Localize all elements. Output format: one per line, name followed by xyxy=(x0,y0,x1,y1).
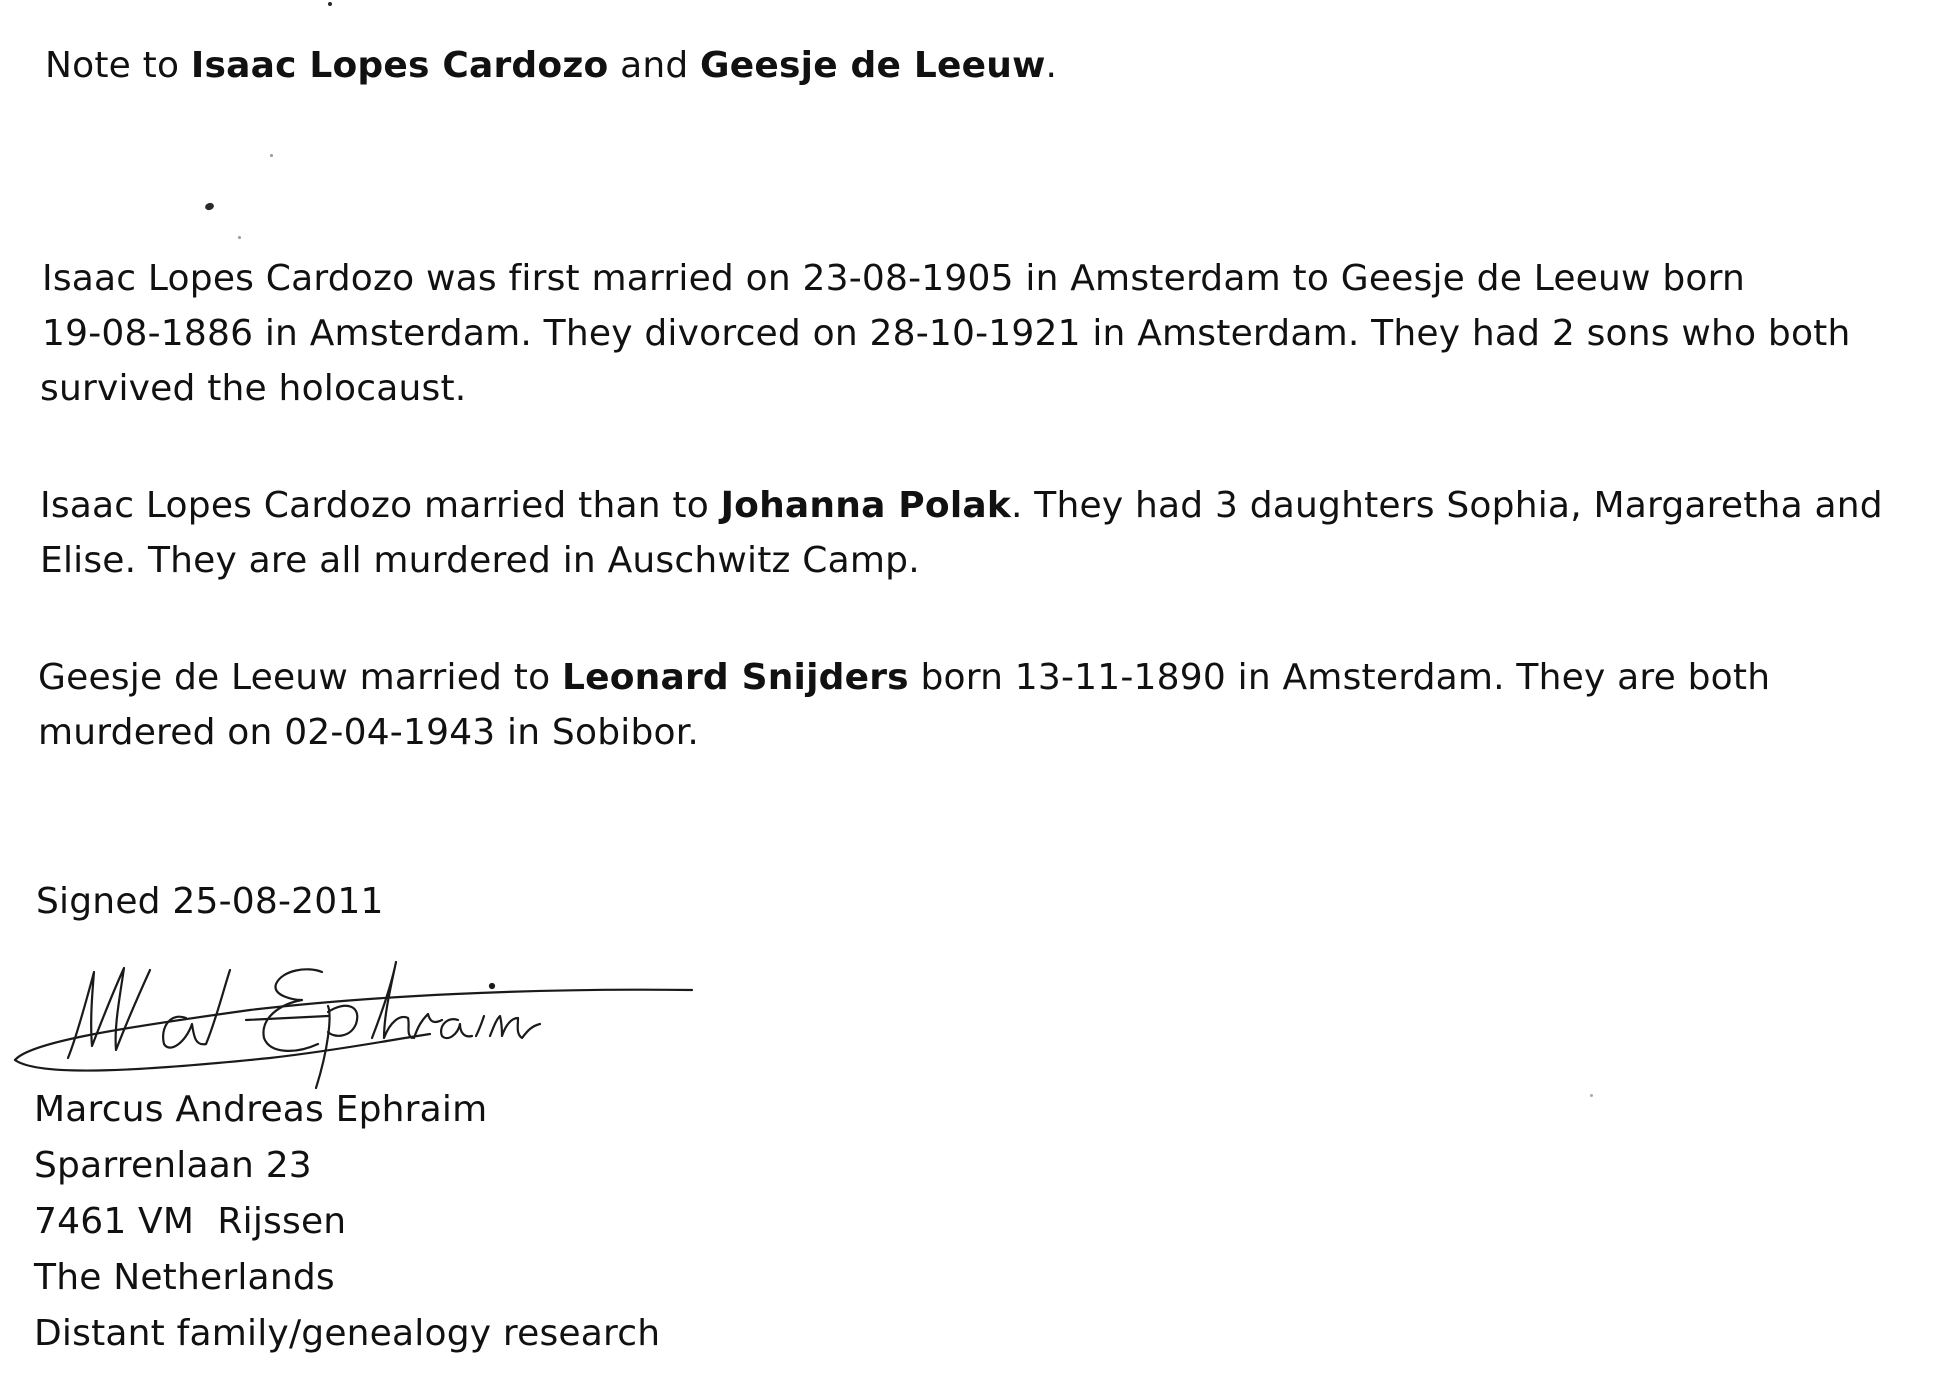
signatory-street: Sparrenlaan 23 xyxy=(34,1145,312,1186)
paragraph-line: 19-08-1886 in Amsterdam. They divorced on 28-10-1921 in Amsterdam. They had 2 sons who both xyxy=(42,313,1851,354)
paragraph-line: murdered on 02-04-1943 in Sobibor. xyxy=(38,712,700,753)
note-conjunction: and xyxy=(608,45,701,86)
scan-speck xyxy=(238,236,241,239)
note-name-1: Isaac Lopes Cardozo xyxy=(190,45,609,86)
paragraph-text: born 13-11-1890 in Amsterdam. They are both xyxy=(908,657,1771,698)
paragraph-text: Geesje de Leeuw married to xyxy=(38,657,562,698)
signatory-role: Distant family/genealogy research xyxy=(34,1313,661,1354)
paragraph-line: Isaac Lopes Cardozo was first married on 23-08-1905 in Amsterdam to Geesje de Leeuw born xyxy=(42,258,1745,299)
scan-speck xyxy=(1590,1094,1593,1097)
handwritten-signature xyxy=(10,950,710,1100)
scan-speck xyxy=(204,202,215,212)
note-prefix: Note to xyxy=(45,45,191,86)
paragraph-line xyxy=(38,656,1770,700)
scan-speck xyxy=(270,154,273,157)
scan-speck xyxy=(328,2,332,6)
note-name-2: Geesje de Leeuw xyxy=(700,45,1046,86)
paragraph-text: . They had 3 daughters Sophia, Margaretha and xyxy=(1011,485,1883,526)
signatory-country: The Netherlands xyxy=(34,1257,335,1298)
paragraph-line: Elise. They are all murdered in Auschwitz Camp. xyxy=(40,540,920,581)
signed-date: Signed 25-08-2011 xyxy=(36,881,384,922)
signatory-name: Marcus Andreas Ephraim xyxy=(34,1089,488,1130)
signatory-city: 7461 VM Rijssen xyxy=(34,1201,347,1242)
paragraph-text: Isaac Lopes Cardozo married than to xyxy=(40,485,721,526)
paragraph-line xyxy=(40,484,1883,528)
paragraph-line: survived the holocaust. xyxy=(40,368,467,409)
spouse-name: Leonard Snijders xyxy=(561,657,909,698)
spouse-name: Johanna Polak xyxy=(720,485,1012,526)
note-suffix: . xyxy=(1045,45,1058,86)
note-heading xyxy=(45,44,1057,88)
